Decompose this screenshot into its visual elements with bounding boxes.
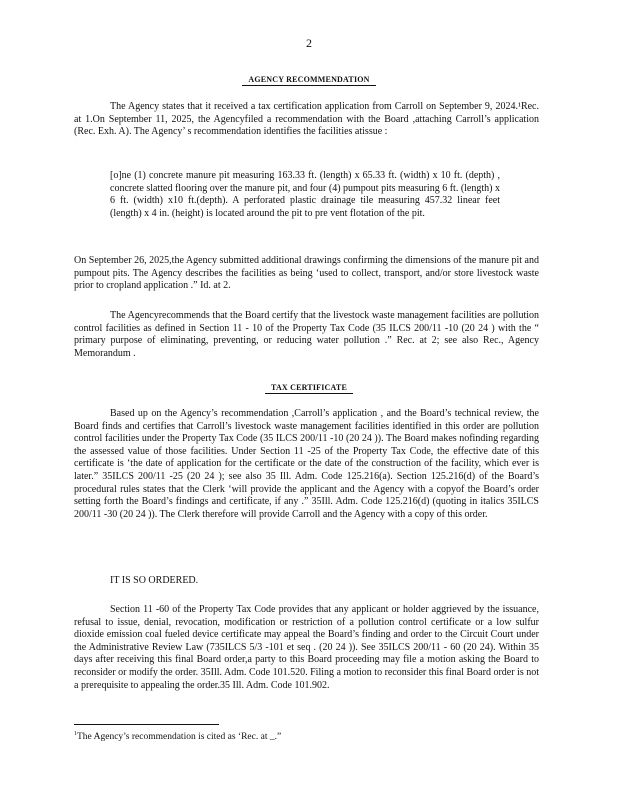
agency-para-2: On September 26, 2025,the Agency submitted additional drawings confirming the dimensions of the manure pit and pumpout pits. The Agency describes the facilities as being ‘used to collect, transport, and/or store livestock waste prior to cropland application .” Id. at 2. bbox=[74, 255, 539, 292]
footnote-divider bbox=[74, 724, 219, 725]
tax-certificate-para-1: Based up on the Agency’s recommendation ,Carroll’s application , and the Board’s technical review, the Board finds and certifies that Carroll’s livestock waste management facilities identified in this order are pollution control facilities under the Property Tax Code (35 ILCS 200/11 -10 (20 24 )). The Board makes nofinding regarding the assessed value of those facilities. Under Section 11 -25 of the Property Tax Code, the effective date of this certificate is ‘the date of application for the certificate or the date of the construction of the facility, which ever is later.” 35ILCS 200/11 -25 (20 24 ); see also 35 Ill. Adm. Code 125.216(a). Section 125.216(d) of the Board’s procedural rules states that the Clerk ‘will provide the applicant and the Agency with a copyof the Board’s order setting forth the Board’s findings and certificate, if any .” 35Ill. Adm. Code 125.216(d) (quoting in italics 35ILCS 200/11 -30 (20 24 )). The Clerk therefore will provide Carroll and the Agency with a copy of this order. bbox=[74, 408, 539, 520]
agency-para-3: The Agencyrecommends that the Board certify that the livestock waste management facilities are pollution control facilities as defined in Section 11 - 10 of the Property Tax Code (35 ILCS 200/11 -10 (20 24 ) with the “ primary purpose of eliminating, preventing, or reducing water pollution .” Rec. at 2; see also Rec., Agency Memorandum . bbox=[74, 310, 539, 359]
appeal-rights-para: Section 11 -60 of the Property Tax Code provides that any applicant or holder aggrieved by the issuance, refusal to issue, denial, revocation, modification or restriction of a pollution control certificate or a low sulfur dioxide emission coal fueled device certificate may appeal the Board’s finding and order to the Circuit Court under the Administrative Review Law (735ILCS 5/3 -101 et seq . (20 24 )). See 35ILCS 200/11 - 60 (20 24). Within 35 days after receiving this final Board order,a party to this Board proceeding may file a motion asking the Board to reconsider or modify the order. 35Ill. Adm. Code 101.520. Filing a motion to reconsider this final Board order is not a prerequisite to appealing the order.35 Ill. Adm. Code 101.902. bbox=[74, 604, 539, 691]
footnote-text: The Agency’s recommendation is cited as ‘Rec. at _.” bbox=[77, 732, 282, 743]
tax-certificate-heading: TAX CERTIFICATE bbox=[0, 383, 618, 392]
agency-para-1: The Agency states that it received a tax certification application from Carroll on September 9, 2024.¹Rec. at 1.On September 11, 2025, the Agencyfiled a recommendation with the Board ,attaching Carroll’s application (Rec. Exh. A). The Agency’ s recommendation identifies the facilities atissue : bbox=[74, 101, 539, 138]
footnote bbox=[74, 731, 281, 742]
footnote-marker: 1 bbox=[74, 731, 77, 737]
agency-recommendation-heading: AGENCY RECOMMENDATION bbox=[0, 75, 618, 84]
facilities-quote: [o]ne (1) concrete manure pit measuring 163.33 ft. (length) x 65.33 ft. (width) x 10 ft. (depth) , concrete slatted flooring over the manure pit, and four (4) pumpout pits measuring 6 ft. (length) x 6 ft. (width) x10 ft.(depth). A perforated plastic drainage tile measuring 457.32 linear feet (length) x 4 in. (height) is located around the pit to pre vent flotation of the pit. bbox=[110, 170, 500, 219]
page-number: 2 bbox=[306, 36, 312, 50]
it-is-so-ordered: IT IS SO ORDERED. bbox=[110, 575, 199, 586]
